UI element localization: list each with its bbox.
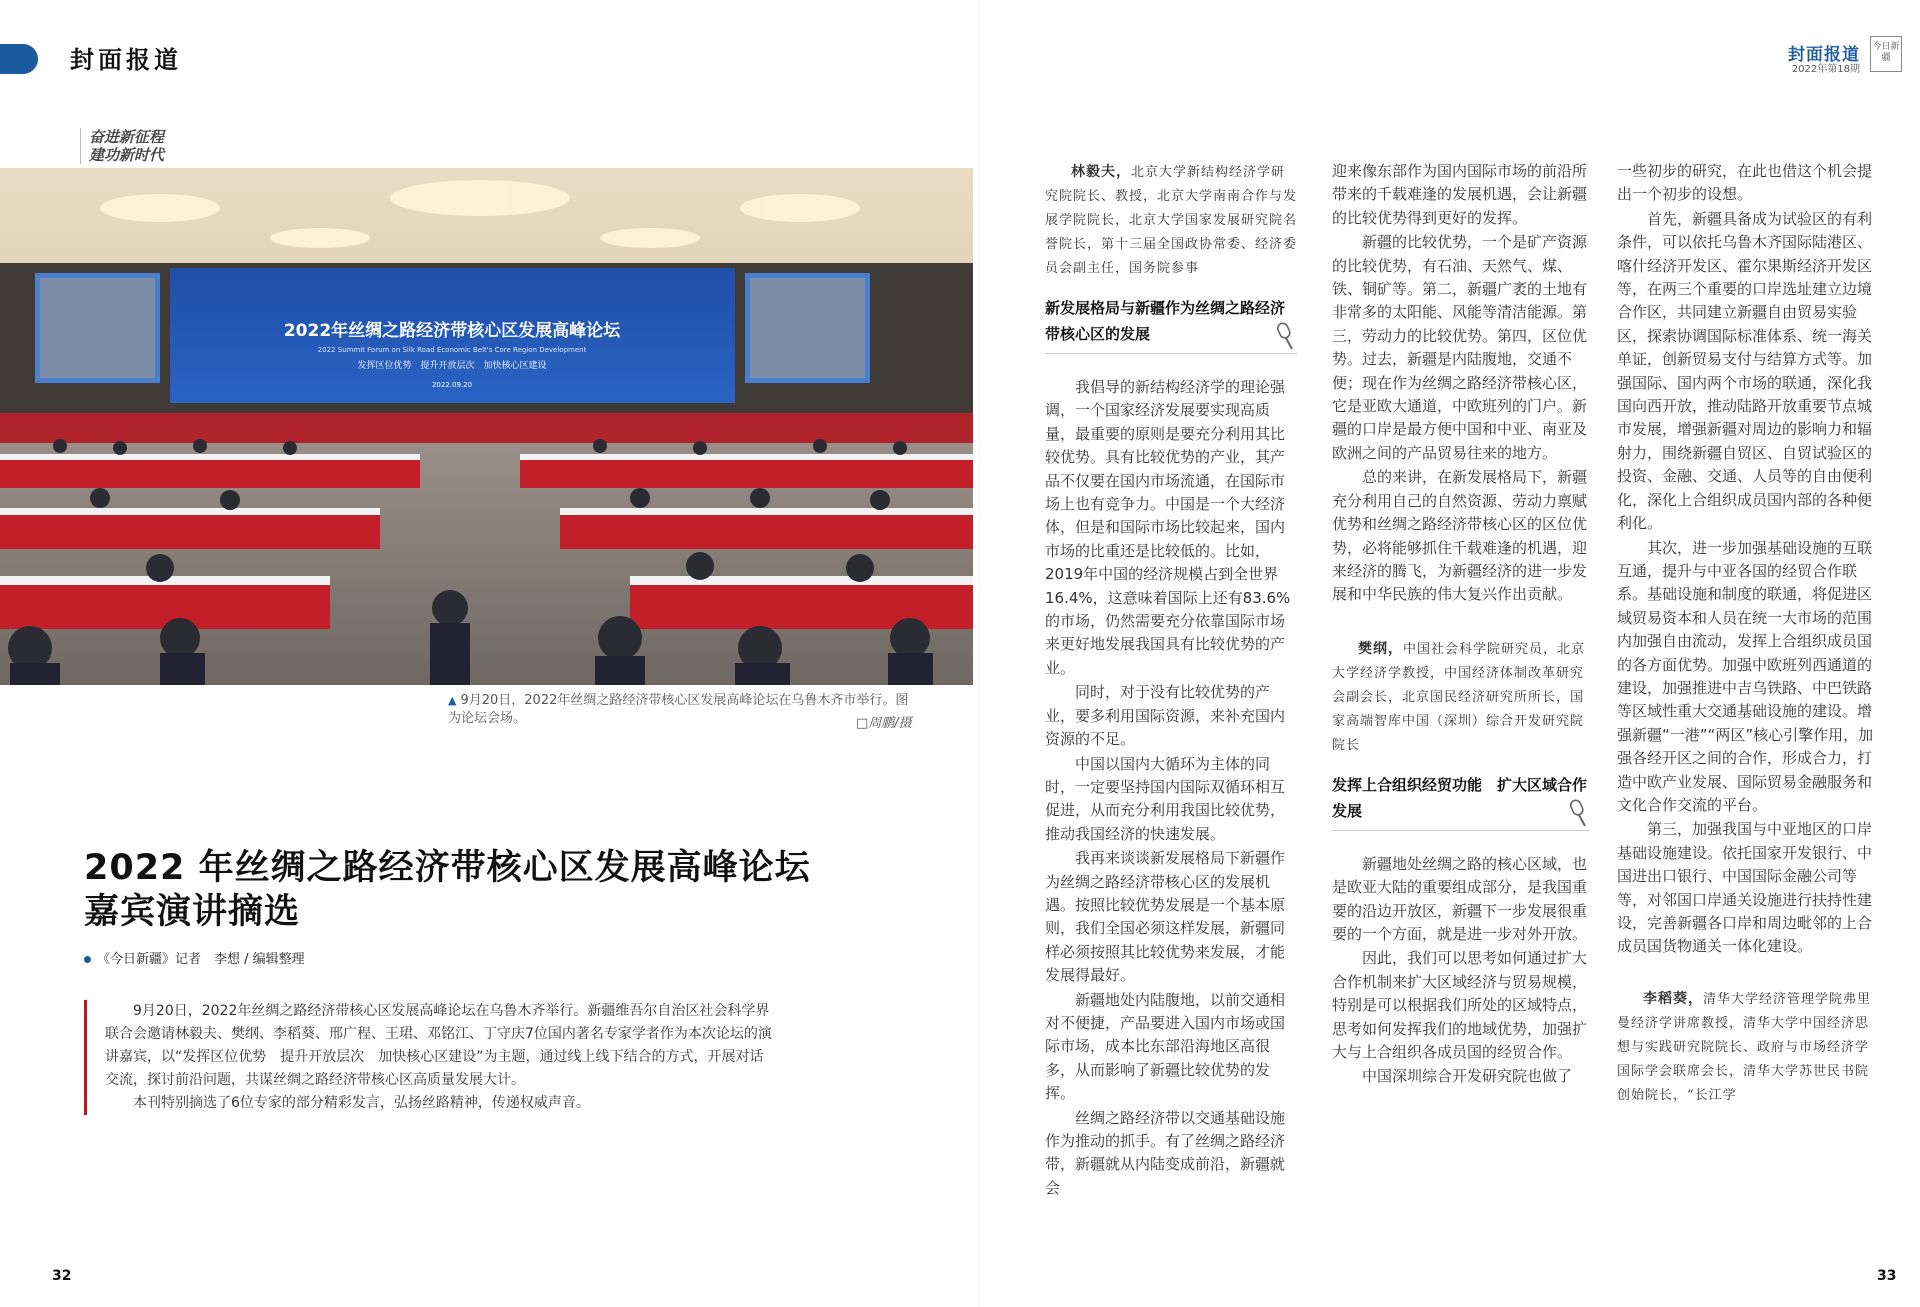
issue-number: 2022年第18期 — [1791, 64, 1860, 75]
paragraph: 迎来像东部作为国内国际市场的前沿所带来的千载难逢的发展机遇，会让新疆的比较优势得到更好的发挥。 — [1332, 162, 1588, 227]
caption-triangle-icon: ▲ — [448, 694, 457, 707]
speaker-bio-li — [1617, 987, 1875, 1108]
microphone-icon — [1566, 798, 1590, 828]
screen-title-en: 2022 Summit Forum on Silk Road Economic Belt's Core Region Development — [317, 346, 587, 354]
speaker-bio-fan — [1332, 637, 1590, 758]
section-header-left: 封面报道 — [70, 45, 182, 74]
speaker-bio-text: 北京大学新结构经济学研究院院长、教授，北京大学南南合作与发展学院院长，北京大学国家发展研究院名誉院长，第十三届全国政协常委、经济委员会副主任，国务院参事 — [1045, 165, 1298, 276]
subhead-text: 新发展格局与新疆作为丝绸之路经济带核心区的发展 — [1045, 299, 1286, 343]
screen-slogan: 发挥区位优势 提升开放层次 加快核心区建设 — [357, 361, 547, 371]
paragraph: 丝绸之路经济带以交通基础设施作为推动的抓手。有了丝绸之路经济带，新疆就从内陆变成前沿，新疆就会 — [1045, 1108, 1286, 1197]
byline-text: 《今日新疆》记者 李想 / 编辑整理 — [97, 952, 305, 967]
speaker-bio-text: 清华大学经济管理学院弗里曼经济学讲席教授，清华大学中国经济思想与实践研究院院长、政府与市场经济学国际学会联席会长，清华大学苏世民书院创始院长，“长江学 — [1617, 991, 1872, 1103]
paragraph: 总的来讲，在新发展格局下，新疆充分利用自己的自然资源、劳动力禀赋优势和丝绸之路经济带核心区的区位优势，必将能够抓住千载难逢的机遇，迎来经济的腾飞，为新疆经济的进一步发展和中华民族的伟大复兴作出贡献。 — [1332, 468, 1588, 604]
paragraph: 其次，进一步加强基础设施的互联互通，提升与中亚各国的经贸合作联系。基础设施和制度的联通，将促进区域贸易资本和人员在统一大市场的范围内加强自由流动，发挥上合组织成员国的各方面优势。加强中欧班列西通道的建设，加强推进中吉乌铁路、中巴铁路等区域性重大交通基础设施的建设。增强新疆“一港”“两区”核心引擎作用，加强各经开区之间的合作，形成合力，打造中欧产业发展、国际贸易金融服务和文化合作交流的平台。 — [1617, 538, 1874, 814]
column-1 — [1045, 160, 1297, 1201]
paragraph: 一些初步的研究，在此也借这个机会提出一个初步的设想。 — [1617, 162, 1873, 204]
byline-dot-icon — [84, 956, 91, 963]
byline — [84, 948, 305, 967]
paragraph: 新疆的比较优势，一个是矿产资源的比较优势，有石油、天然气、煤、铁、铜矿等。第二，新疆广袤的土地有非常多的太阳能、风能等清洁能源。第三，劳动力的比较优势。第四，区位优势。过去，新疆是内陆腹地，交通不便；现在作为丝绸之路经济带核心区，它是亚欧大通道，中欧班列的门户。新疆的口岸是最方便中国和中亚、南亚及欧洲之间的产品贸易往来的地方。 — [1332, 233, 1588, 462]
intro-paragraph-1: 9月20日，2022年丝绸之路经济带核心区发展高峰论坛在乌鲁木齐举行。新疆维吾尔自治区社会科学界联合会邀请林毅夫、樊纲、李稻葵、邢广程、王珺、邓铭江、丁守庆7位国内著名专家学者作为本次论坛的演讲嘉宾，以“发挥区位优势 提升开放层次 加快核心区建设”为主题，通过线上线下结合的方式，开展对话交流，探讨前沿问题，共谋丝绸之路经济带核心区高质量发展大计。 — [105, 1003, 772, 1088]
paragraph: 第三，加强我国与中亚地区的口岸基础设施建设。依托国家开发银行、中国进出口银行、中国国际金融公司等等，对邻国口岸通关设施进行扶持性建设，完善新疆各口岸和周边毗邻的上合成员国货物通关一体化建设。 — [1617, 820, 1873, 956]
forum-photo — [0, 168, 973, 685]
paragraph: 中国以国内大循环为主体的同时，一定要坚持国内国际双循环相互促进，从而充分利用我国比较优势，推动我国经济的快速发展。 — [1045, 754, 1286, 843]
speaker-bio-text: 中国社会科学院研究员，北京大学经济学教授，中国经济体制改革研究会副会长，北京国民经济研究所所长，国家高端智库中国（深圳）综合开发研究院院长 — [1332, 641, 1586, 753]
subhead-text: 发挥上合组织经贸功能 扩大区域合作发展 — [1332, 775, 1588, 820]
photo-credit: □周鹏/摄 — [856, 716, 912, 731]
magazine-logo: 今日新疆 — [1870, 36, 1902, 72]
article-title-line1: 2022 年丝绸之路经济带核心区发展高峰论坛 — [84, 848, 811, 888]
section-header-right: 封面报道 — [1788, 45, 1860, 65]
paragraph: 首先，新疆具备成为试验区的有利条件，可以依托乌鲁木齐国际陆港区、喀什经济开发区、霍尔果斯经济开发区等，在两三个重要的口岸选址建立边境合作区，共同建立新疆自由贸易实验区，探索协调国际标准体系、统一海关单证，创新贸易支付与结算方式等。加强国际、国内两个市场的联通，深化我国向西开放，推动陆路开放重要节点城市发展，增强新疆对周边的影响力和辐射力，围绕新疆自贸区、自贸试验区的投资、金融、交通、人员等的自由便利化，深化上合组织成员国内部的各种便利化。 — [1617, 209, 1873, 533]
column-3 — [1617, 160, 1875, 1108]
paragraph: 新疆地处内陆腹地，以前交通相对不便捷，产品要进入国内市场或国际市场，成本比东部沿海地区高很多，从而影响了新疆比较优势的发挥。 — [1045, 990, 1286, 1103]
photo-caption — [448, 692, 918, 728]
paragraph: 新疆地处丝绸之路的核心区域，也是欧亚大陆的重要组成部分，是我国重要的沿边开放区，新疆下一步发展很重要的一个方面，就是进一步对外开放。 — [1332, 854, 1588, 943]
speaker-name: 樊纲， — [1358, 640, 1403, 657]
caption-text: 9月20日，2022年丝绸之路经济带核心区发展高峰论坛在乌鲁木齐市举行。图为论坛会场。 — [448, 693, 909, 726]
paragraph: 我再来谈谈新发展格局下新疆作为丝绸之路经济带核心区的发展机遇。按照比较优势发展是一个基本原则，我们全国必须这样发展，新疆同样必须按照其比较优势来发展，才能发展得最好。 — [1045, 849, 1286, 985]
page-number-left: 32 — [52, 1268, 72, 1284]
screen-date: 2022.09.20 — [431, 381, 473, 389]
section-tab-marker — [0, 44, 38, 74]
microphone-icon — [1273, 321, 1297, 351]
section-subhead — [1045, 295, 1297, 354]
column-2 — [1332, 160, 1590, 1090]
slogan-line2: 建功新时代 — [89, 146, 165, 164]
intro-block — [84, 1000, 774, 1115]
speaker-name: 林毅夫， — [1071, 164, 1131, 180]
paragraph: 因此，我们可以思考如何通过扩大合作机制来扩大区域经济与贸易规模，特别是可以根据我们所处的区域特点，思考如何发挥我们的地域优势，加强扩大与上合组织各成员国的经贸合作。 — [1332, 949, 1588, 1061]
slogan-line1: 奋进新征程 — [89, 128, 165, 146]
speaker-name: 李稻葵， — [1643, 990, 1703, 1007]
speaker-bio-lin — [1045, 160, 1297, 281]
paragraph: 同时，对于没有比较优势的产业，要多利用国际资源，来补充国内资源的不足。 — [1045, 683, 1286, 749]
screen-title-cn: 2022年丝绸之路经济带核心区发展高峰论坛 — [283, 321, 621, 341]
slogan — [80, 128, 164, 164]
section-subhead — [1332, 772, 1590, 831]
page-spine — [979, 0, 980, 1307]
article-title-line2: 嘉宾演讲摘选 — [84, 892, 301, 932]
page-number-right: 33 — [1877, 1268, 1897, 1284]
paragraph: 我倡导的新结构经济学的理论强调，一个国家经济发展要实现高质量，最重要的原则是要充分利用其比较优势。具有比较优势的产业，其产品不仅要在国内市场流通，在国际市场上也有竞争力。中国是一个大经济体，但是和国际市场比较起来，国内市场的比重还是比较低的。比如，2019年中国的经济规模占到全世界16.4%，这意味着国际上还有83.6%的市场，仍然需要充分依靠国际市场来更好地发展我国具有比较优势的产业。 — [1045, 378, 1291, 677]
paragraph: 中国深圳综合开发研究院也做了 — [1362, 1067, 1573, 1086]
intro-paragraph-2: 本刊特别摘选了6位专家的部分精彩发言，弘扬丝路精神，传递权威声音。 — [133, 1095, 590, 1111]
